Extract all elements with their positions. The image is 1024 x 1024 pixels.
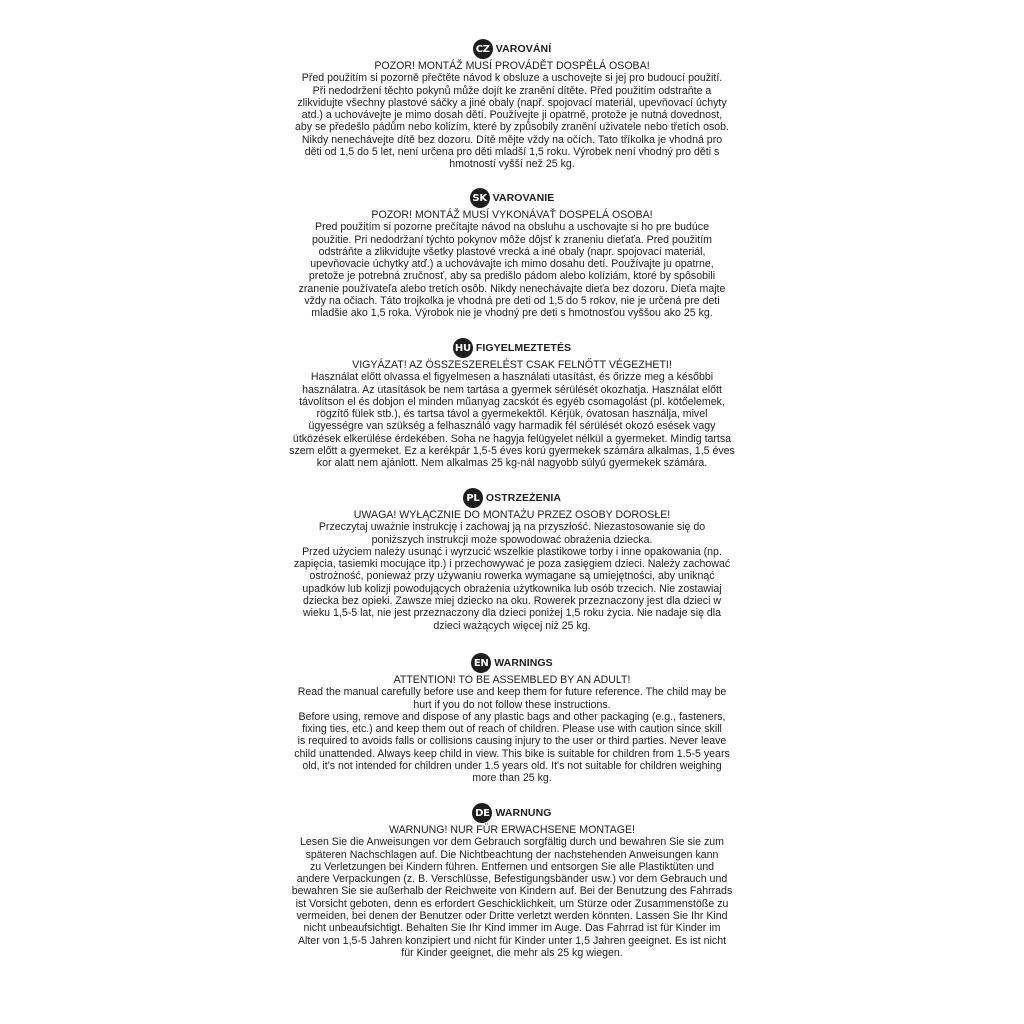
language-badge-cz: CZ <box>473 39 493 59</box>
language-badge-sk: SK <box>470 188 490 208</box>
section-cz <box>262 39 762 171</box>
text-line: old, it's not intended for children under 1.5 years old. It's not suitable for children weighing <box>302 760 722 773</box>
text-line: WARNUNG! NUR FÜR ERWACHSENE MONTAGE! <box>388 824 635 836</box>
text-line: pretože je potrebná zručnosť, aby sa predišlo pádom alebo kolíziám, ktoré by spôsobili <box>308 270 716 283</box>
text-line: aby se předešlo pádům nebo kolizím, které by způsobily zranění uživatele nebo třetích osob. <box>294 121 729 134</box>
language-badge-pl: PL <box>463 488 483 508</box>
text-line: fixing ties, etc.) and keep them out of reach of children. Please use with caution since skill <box>302 723 722 736</box>
text-line: poniższych instrukcji może spowodować obrażenia dziecka. <box>371 533 653 546</box>
text-line: zranenie používateľa alebo tretích osôb. Nikdy nenechávajte dieťa bez dozoru. Dieťa majte <box>298 282 726 295</box>
section-sk <box>262 188 762 320</box>
text-line: child unattended. Always keep child in view. This bike is suitable for children from 1.5-5 years <box>294 747 730 760</box>
text-line: bewahren Sie sie außerhalb der Reichweite von Kindern auf. Bei der Benutzung des Fahrrads <box>291 885 733 898</box>
text-line: andere Verpackungen (z. B. Verschlüsse, Befestigungsbänder usw.) vor dem Gebrauch und <box>296 873 728 886</box>
text-line: Při nedodržení těchto pokynů může dojít ke zranění dítěte. Před použitím odstraňte a <box>312 84 712 97</box>
section-header <box>262 188 762 208</box>
text-line: ATTENTION! TO BE ASSEMBLED BY AN ADULT! <box>393 674 631 686</box>
text-line: szem előtt a gyermeket. Ez a kerékpár 1,5-5 éves korú gyermekek számára alkalmas, 1,5 éves <box>289 445 735 458</box>
text-line: vždy na očiach. Táto trojkolka je vhodná pre deti od 1,5 do 5 rokov, nie je určená pre deti <box>304 295 720 308</box>
text-line: ist Vorsicht geboten, denn es erfordert Geschicklichkeit, um Stürze oder Zusammenstöße zu <box>295 897 729 910</box>
section-title: OSTRZEŻENIA <box>485 492 562 504</box>
text-line: dzieci ważących więcej niż 25 kg. <box>433 619 591 632</box>
language-badge-de: DE <box>472 803 492 823</box>
section-header <box>262 488 762 508</box>
section-header <box>262 653 762 673</box>
text-line: POZOR! MONTÁŽ MUSÍ PROVÁDĚT DOSPĚLÁ OSOBA! <box>374 60 650 72</box>
text-line: wieku 1,5-5 lat, nie jest przeznaczony dla dzieci poniżej 1,5 roku życia. Nie nadaje się dla <box>302 607 722 620</box>
text-line: VIGYÁZAT! AZ ÖSSZESZERELÉST CSAK FELNŐTT VÉGEZHETI! <box>352 359 672 371</box>
text-line: hurt if you do not follow these instructions. <box>413 698 611 711</box>
text-line: zlikvidujte všechny plastové sáčky a jiné obaly (např. spojovací materiál, upevňovací úchyty <box>297 96 727 109</box>
text-line: POZOR! MONTÁŽ MUSÍ VYKONÁVAŤ DOSPELÁ OSOBA! <box>371 209 653 221</box>
section-title: WARNUNG <box>495 807 552 819</box>
text-line: zu Verletzungen bei Kindern führen. Entfernen und entsorgen Sie alle Plastiktüten und <box>309 860 715 873</box>
text-line: ütközések elkerülése érdekében. Soha ne hagyja felügyelet nélkül a gyermeket. Mindig tartsa <box>292 432 732 445</box>
text-line: mladšie ako 1,5 roka. Výrobok nie je vhodný pre deti s hmotnosťou vyššou ako 25 kg. <box>311 307 713 320</box>
text-line: távolítson el és dobjon el minden műanyag zacskót és egyéb csomagolást (pl. kötőelemek, <box>299 395 725 408</box>
text-line: dziecka bez opieki. Zawsze miej dziecko na oku. Rowerek przeznaczony jest dla dzieci w <box>302 595 722 608</box>
section-de <box>262 803 762 959</box>
text-line: ügyességre van szükség a felhasználó vagy harmadik fél sérülését okozó esések vagy <box>308 420 716 433</box>
text-line: kor alatt nem ajánlott. Nem alkalmas 25 kg-nál nagyobb súlyú gyermekek számára. <box>316 457 708 470</box>
text-line: használatra. Az utasítások be nem tartása a gyermek sérülését okozhatja. Használat előtt <box>302 383 722 396</box>
text-line: Használat előtt olvassa el figyelmesen a használati utasítást, és őrizze meg a későbbi <box>310 371 714 384</box>
text-line: für Kinder geeignet, die mehr als 25 kg wiegen. <box>401 946 623 959</box>
text-line: vermeiden, bei denen der Benutzer oder Dritte verletzt werden könnten. Lassen Sie Ihr Kind <box>296 910 728 923</box>
text-line: ostrożność, ponieważ przy używaniu rowerka wymagane są umiejętności, aby uniknąć <box>309 570 715 583</box>
text-line: rögzítő fülek stb.), és tartsa távol a gyermekektől. Kérjük, óvatosan használja, mivel <box>316 408 708 421</box>
text-line: zapięcia, tasiemki mocujące itp.) i przechowywać je poza zasięgiem dzieci. Należy zachować <box>293 558 731 571</box>
text-line: Před použitím si pozorně přečtěte návod k obsluze a uschovejte si jej pro budoucí použití. <box>301 72 723 85</box>
section-title: FIGYELMEZTETÉS <box>475 342 572 354</box>
text-line: upadków lub kolizji powodujących obrażenia użytkownika lub osób trzecich. Nie zostawiaj <box>302 582 722 595</box>
text-line: Pred použitím si pozorne prečítajte návod na obsluhu a uschovajte si ho pre budúce <box>315 221 709 234</box>
text-line: nicht unbeaufsichtigt. Behalten Sie Ihr Kind immer im Auge. Das Fahrrad ist für Kinder im <box>303 922 721 935</box>
text-line: is required to avoids falls or collisions causing injury to the user or third parties. Never leave <box>297 735 727 748</box>
text-line: more than 25 kg. <box>472 772 552 785</box>
language-badge-en: EN <box>471 653 491 673</box>
text-line: upevňovacie úchytky atď.) a uchovávajte ich mimo dosahu detí. Používajte ju opatrne, <box>310 258 714 271</box>
section-title: WARNINGS <box>494 657 553 669</box>
section-header <box>262 338 762 358</box>
section-hu <box>262 338 762 470</box>
section-header <box>262 39 762 59</box>
text-line: Przeczytaj uważnie instrukcję i zachowaj ją na przyszłość. Niezastosowanie się do <box>318 521 706 534</box>
text-line: UWAGA! WYŁĄCZNIE DO MONTAŻU PRZEZ OSOBY DOROSŁE! <box>353 509 671 521</box>
section-title: VAROVÁNÍ <box>495 43 552 55</box>
text-line: Lesen Sie die Anweisungen vor dem Gebrauch sorgfältig durch und bewahren Sie sie zum <box>299 836 724 849</box>
text-line: Alter von 1,5-5 Jahren konzipiert und nicht für Kinder unter 1,5 Jahren geeignet. Es ist nicht <box>297 934 727 947</box>
language-badge-hu: HU <box>453 338 473 358</box>
text-line: použitie. Pri nedodržaní týchto pokynov môže dôjsť k zraneniu dieťaťa. Pred použitím <box>312 233 712 246</box>
text-line: späteren Nachschlagen auf. Die Nichtbeachtung der nachstehenden Anweisungen kann <box>305 848 719 861</box>
section-header <box>262 803 762 823</box>
section-title: VAROVANIE <box>492 192 555 204</box>
text-line: Read the manual carefully before use and keep them for future reference. The child may be <box>297 686 727 699</box>
text-line: Nikdy nenechávejte dítě bez dozoru. Dítě mějte vždy na očích. Tato tříkolka je vhodná pro <box>301 133 723 146</box>
text-line: Before using, remove and dispose of any plastic bags and other packaging (e.g., fasteners, <box>298 710 726 723</box>
text-line: Przed użyciem należy usunąć i wyrzucić wszelkie plastikowe torby i inne opakowania (np. <box>302 545 722 558</box>
text-line: děti od 1,5 do 5 let, není určena pro děti mladší 1,5 roku. Výrobek není vhodný pro děti s <box>304 146 720 159</box>
section-en <box>262 653 762 785</box>
section-pl <box>262 488 762 632</box>
text-line: hmotností vyšší než 25 kg. <box>449 158 575 171</box>
text-line: odstráňte a zlikvidujte všetky plastové vrecká a iné obaly (napr. spojovací materiál, <box>318 245 706 258</box>
text-line: atd.) a uchovávejte je mimo dosah dětí. Používejte ji opatrně, protože je nutná dovednost, <box>301 109 723 122</box>
